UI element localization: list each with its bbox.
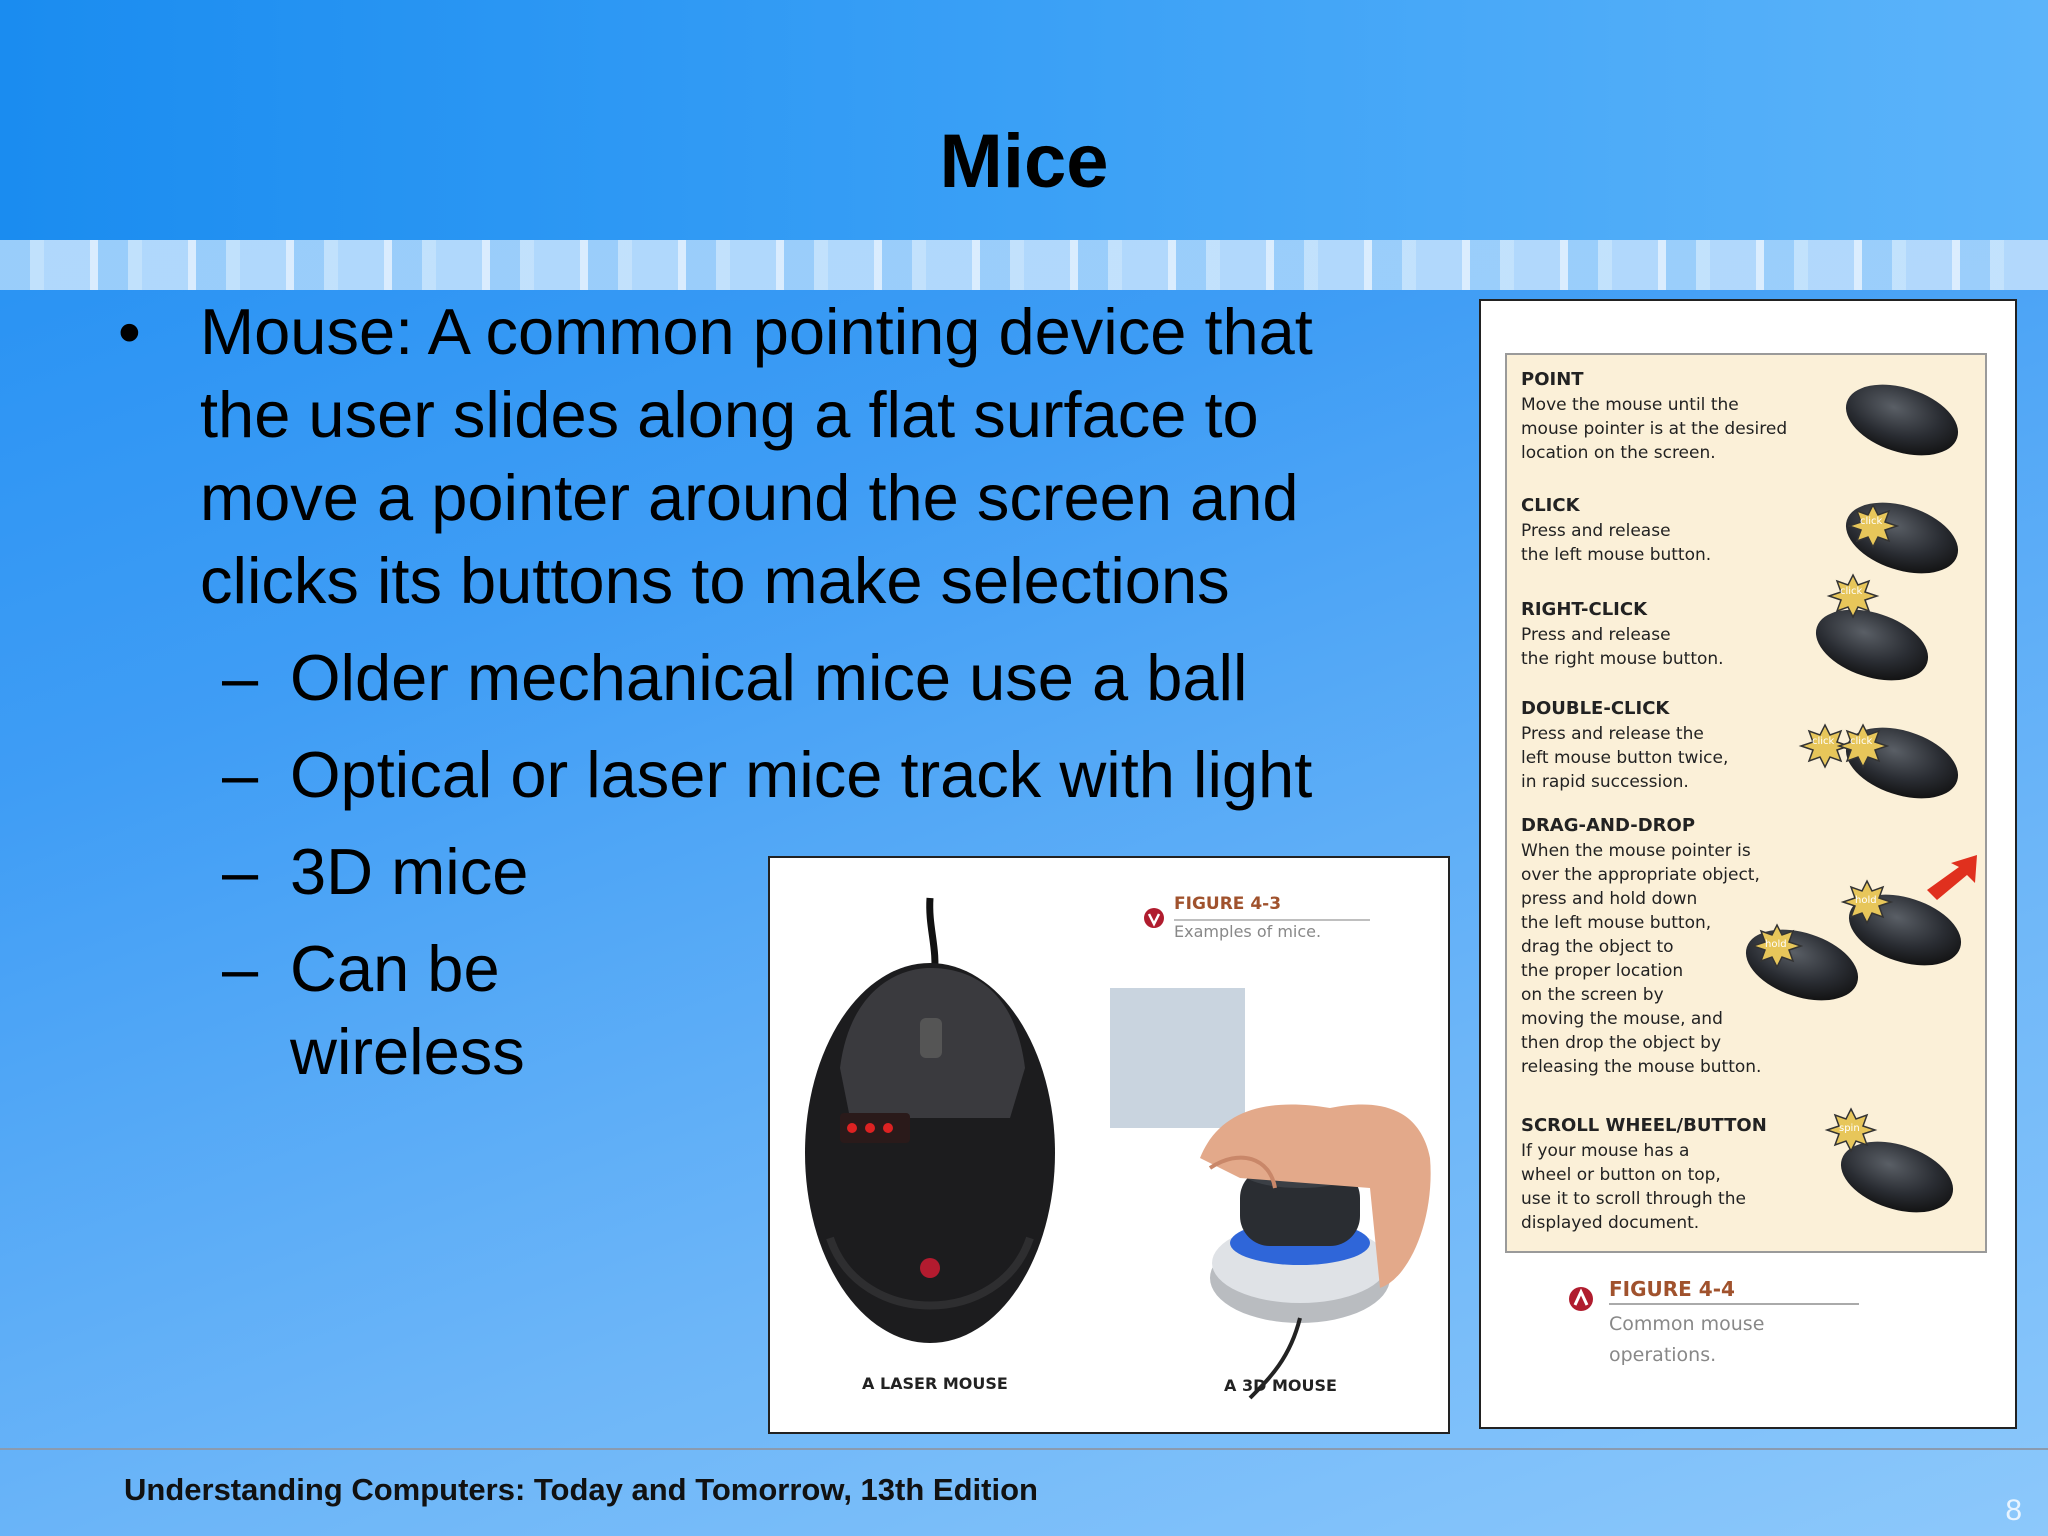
slide-title [0, 118, 2048, 205]
desc-line: If your mouse has a [1521, 1141, 1690, 1161]
slide-title-text: Mice [939, 119, 1109, 204]
desc-line: Press and release [1521, 521, 1671, 541]
main-bullet [118, 290, 1408, 622]
op-title-drag-and-drop: DRAG-AND-DROP [1521, 815, 1696, 836]
click-burst-label: click [1860, 516, 1883, 527]
mouse-operation-illustrations [1507, 355, 1985, 1251]
desc-line: Move the mouse until the [1521, 395, 1739, 415]
mouse-icon [1737, 917, 1867, 1014]
dash-marker: – [222, 835, 259, 908]
click-burst-label: click [1812, 736, 1835, 747]
desc-line: then drop the object by [1521, 1033, 1722, 1053]
bullet-dot: • [118, 295, 141, 368]
desc-line: over the appropriate object, [1521, 865, 1760, 885]
desc-line: drag the object to [1521, 937, 1674, 957]
desc-line: use it to scroll through the [1521, 1189, 1746, 1209]
sub-bullet-text: Can be wireless [290, 932, 525, 1088]
op-title-right-click: RIGHT-CLICK [1521, 599, 1648, 620]
mouse-operations-panel [1505, 353, 1987, 1253]
3d-mouse-label: A 3D MOUSE [1224, 1376, 1337, 1395]
desc-line: the proper location [1521, 961, 1684, 981]
figure-4-4 [1479, 299, 2017, 1429]
desc-line: Press and release [1521, 625, 1671, 645]
footer-text: Understanding Computers: Today and Tomorrow, 13th Edition [124, 1472, 1038, 1507]
desc-line: on the screen by [1521, 985, 1664, 1005]
laser-mouse-image [805, 898, 1055, 1343]
page-number: 8 [2005, 1494, 2022, 1527]
desc-line: in rapid succession. [1521, 772, 1689, 792]
caption-line: Common mouse [1609, 1313, 1765, 1335]
figure-4-4-number: FIGURE 4-4 [1609, 1277, 1735, 1301]
footer-divider [0, 1448, 2048, 1450]
desc-line: displayed document. [1521, 1213, 1700, 1233]
dash-marker: – [222, 738, 259, 811]
desc-line: When the mouse pointer is [1521, 841, 1751, 861]
sub-bullet-text: 3D mice [290, 835, 529, 908]
figure-4-3-number: FIGURE 4-3 [1174, 894, 1282, 914]
dash-marker: – [222, 641, 259, 714]
mouse-icon [1837, 490, 1967, 587]
spin-burst-label: spin [1839, 1123, 1860, 1134]
figure-4-4-caption [1609, 1309, 1764, 1371]
dash-marker: – [222, 932, 259, 1005]
desc-line: Press and release the [1521, 724, 1704, 744]
mouse-icon [1807, 597, 1937, 694]
op-title-click: CLICK [1521, 495, 1580, 516]
main-bullet-text: Mouse: A common pointing device that the user slides along a flat surface to move a pointer around the screen and clicks its buttons to make selections [200, 295, 1313, 617]
desc-line: the right mouse button. [1521, 649, 1724, 669]
figure-badge-icon [1563, 1281, 1603, 1321]
3d-mouse-image [1110, 988, 1431, 1398]
op-title-scroll: SCROLL WHEEL/BUTTON [1521, 1115, 1767, 1136]
sub-bullet [118, 733, 1408, 816]
desc-line: releasing the mouse button. [1521, 1057, 1762, 1077]
figure-4-3-caption: Examples of mice. [1174, 922, 1322, 941]
arrow-icon [1927, 855, 1977, 900]
hold-burst-label: hold [1765, 939, 1787, 950]
op-title-double-click: DOUBLE-CLICK [1521, 698, 1670, 719]
mouse-icon [1837, 372, 1967, 469]
sub-bullet-text: Optical or laser mice track with light [290, 738, 1313, 811]
op-title-point: POINT [1521, 369, 1584, 390]
sub-bullet [118, 636, 1408, 719]
desc-line: press and hold down [1521, 889, 1698, 909]
mouse-icon [1837, 715, 1967, 812]
sub-bullet-text: Older mechanical mice use a ball [290, 641, 1248, 714]
desc-line: location on the screen. [1521, 443, 1716, 463]
caption-rule [1609, 1303, 1859, 1305]
hold-burst-label: hold [1855, 895, 1877, 906]
desc-line: wheel or button on top, [1521, 1165, 1721, 1185]
laser-mouse-label: A LASER MOUSE [862, 1374, 1008, 1393]
desc-line: the left mouse button, [1521, 913, 1712, 933]
click-burst-label: click [1840, 586, 1863, 597]
desc-line: left mouse button twice, [1521, 748, 1729, 768]
mice-illustration [770, 858, 1448, 1432]
caption-line: operations. [1609, 1344, 1717, 1366]
click-burst-label: click [1850, 736, 1873, 747]
decorative-stripe [0, 240, 2048, 290]
desc-line: mouse pointer is at the desired [1521, 419, 1788, 439]
desc-line: the left mouse button. [1521, 545, 1712, 565]
figure-4-3 [768, 856, 1450, 1434]
desc-line: moving the mouse, and [1521, 1009, 1723, 1029]
